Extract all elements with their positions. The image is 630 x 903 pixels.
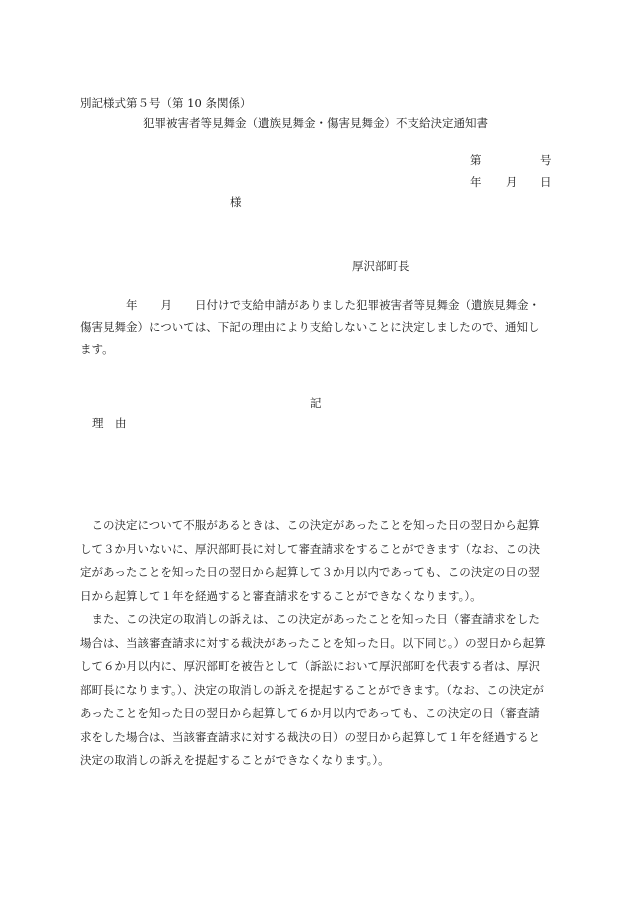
notice-line: 求をした場合は、当該審査請求に対する裁決の日）の翌日から起算して１年を経過すると — [80, 729, 540, 744]
paragraph-line: 年 月 日付けで支給申請がありました犯罪被害者等見舞金（遺族見舞金・ — [80, 298, 540, 312]
addressee-honorific: 様 — [230, 195, 242, 209]
paragraph-line: ます。 — [80, 342, 114, 356]
notice-line: あったことを知った日の翌日から起算して６か月以内であっても、この決定の日（審査請 — [80, 706, 540, 720]
notice-line: して６か月以内に、厚沢部町を被告として（訴訟において厚沢部町を代表する者は、厚沢 — [80, 659, 540, 673]
notice-line: 日から起算して１年を経過すると審査請求をすることができなくなります。）。 — [80, 588, 482, 603]
notice-line: 場合は、当該審査請求に対する裁決があったことを知った日。以下同じ。）の翌日から起算 — [80, 635, 546, 650]
date-day: 日 — [540, 175, 552, 189]
decision-paragraph — [80, 294, 555, 360]
notice-line: して３か月いないに、厚沢部町長に対して審査請求をすることができます（なお、この決 — [80, 541, 540, 556]
document-number-line — [470, 155, 552, 169]
notice-line: また、この決定の取消しの訴えは、この決定があったことを知った日（審査請求をした — [80, 612, 540, 626]
notice-line: 部町長になります。）、決定の取消しの訴えを提起することができます。（なお、この決定が — [80, 682, 544, 697]
date-year: 年 — [470, 175, 482, 189]
notice-line: 決定の取消しの訴えを提起することができなくなります。）。 — [80, 753, 390, 767]
paragraph-line: 傷害見舞金）については、下記の理由により支給しないことに決定しましたので、通知し — [80, 320, 540, 334]
ki-heading: 記 — [310, 396, 322, 410]
reason-label: 理 由 — [92, 416, 127, 430]
number-prefix: 第 — [470, 153, 482, 167]
document-date-line — [470, 177, 552, 191]
form-reference: 別記様式第５号（第 10 条関係） — [80, 96, 252, 110]
issuer-name: 厚沢部町長 — [352, 259, 410, 273]
number-suffix: 号 — [540, 153, 552, 167]
appeal-notice — [80, 514, 555, 773]
notice-line: 定があったことを知った日の翌日から起算して３か月以内であっても、この決定の日の翌 — [80, 565, 540, 579]
notice-line: この決定について不服があるときは、この決定があったことを知った日の翌日から起算 — [80, 518, 540, 532]
document-title: 犯罪被害者等見舞金（遺族見舞金・傷害見舞金）不支給決定通知書 — [143, 116, 488, 130]
date-month: 月 — [506, 175, 518, 189]
